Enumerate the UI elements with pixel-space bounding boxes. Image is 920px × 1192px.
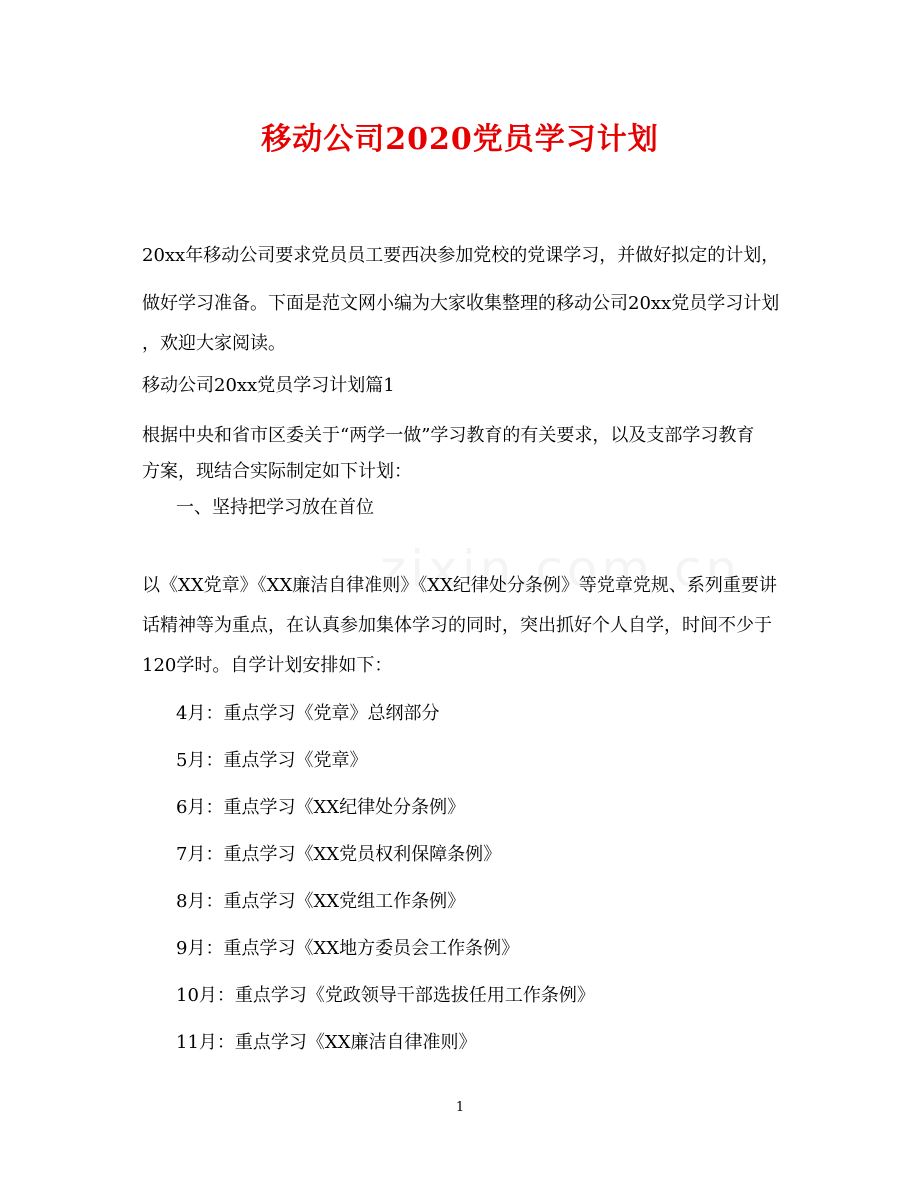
point-one-heading: 一、坚持把学习放在首位 bbox=[176, 497, 374, 518]
section-heading: 移动公司20xx党员学习计划篇1 bbox=[142, 375, 395, 396]
intro-line-3: ，欢迎大家阅读。 bbox=[142, 333, 286, 354]
basis-line-1: 根据中央和省市区委关于“两学一做”学习教育的有关要求，以及支部学习教育 bbox=[142, 425, 755, 446]
schedule-item-june: 6月：重点学习《XX纪律处分条例》 bbox=[176, 797, 466, 818]
schedule-item-april: 4月：重点学习《党章》总纲部分 bbox=[176, 703, 440, 724]
study-line-1: 以《XX党章》《XX廉洁自律准则》《XX纪律处分条例》等党章党规、系列重要讲 bbox=[142, 575, 777, 596]
intro-line-2: 做好学习准备。下面是范文网小编为大家收集整理的移动公司20xx党员学习计划 bbox=[142, 293, 780, 314]
schedule-item-september: 9月：重点学习《XX地方委员会工作条例》 bbox=[176, 938, 520, 959]
schedule-item-august: 8月：重点学习《XX党组工作条例》 bbox=[176, 891, 466, 912]
page-number: 1 bbox=[455, 1100, 465, 1115]
document-title: 移动公司2020党员学习计划 bbox=[261, 122, 659, 157]
study-line-3: 120学时。自学计划安排如下： bbox=[142, 655, 393, 676]
schedule-item-july: 7月：重点学习《XX党员权利保障条例》 bbox=[176, 844, 502, 865]
basis-line-2: 方案，现结合实际制定如下计划： bbox=[142, 461, 412, 482]
intro-line-1: 20xx年移动公司要求党员员工要西决参加党校的党课学习，并做好拟定的计划， bbox=[142, 245, 780, 266]
schedule-item-november: 11月：重点学习《XX廉洁自律准则》 bbox=[176, 1032, 477, 1053]
schedule-item-october: 10月：重点学习《党政领导干部选拔任用工作条例》 bbox=[176, 985, 595, 1006]
study-line-2: 话精神等为重点，在认真参加集体学习的同时，突出抓好个人自学，时间不少于 bbox=[142, 615, 772, 636]
schedule-item-may: 5月：重点学习《党章》 bbox=[176, 750, 368, 771]
